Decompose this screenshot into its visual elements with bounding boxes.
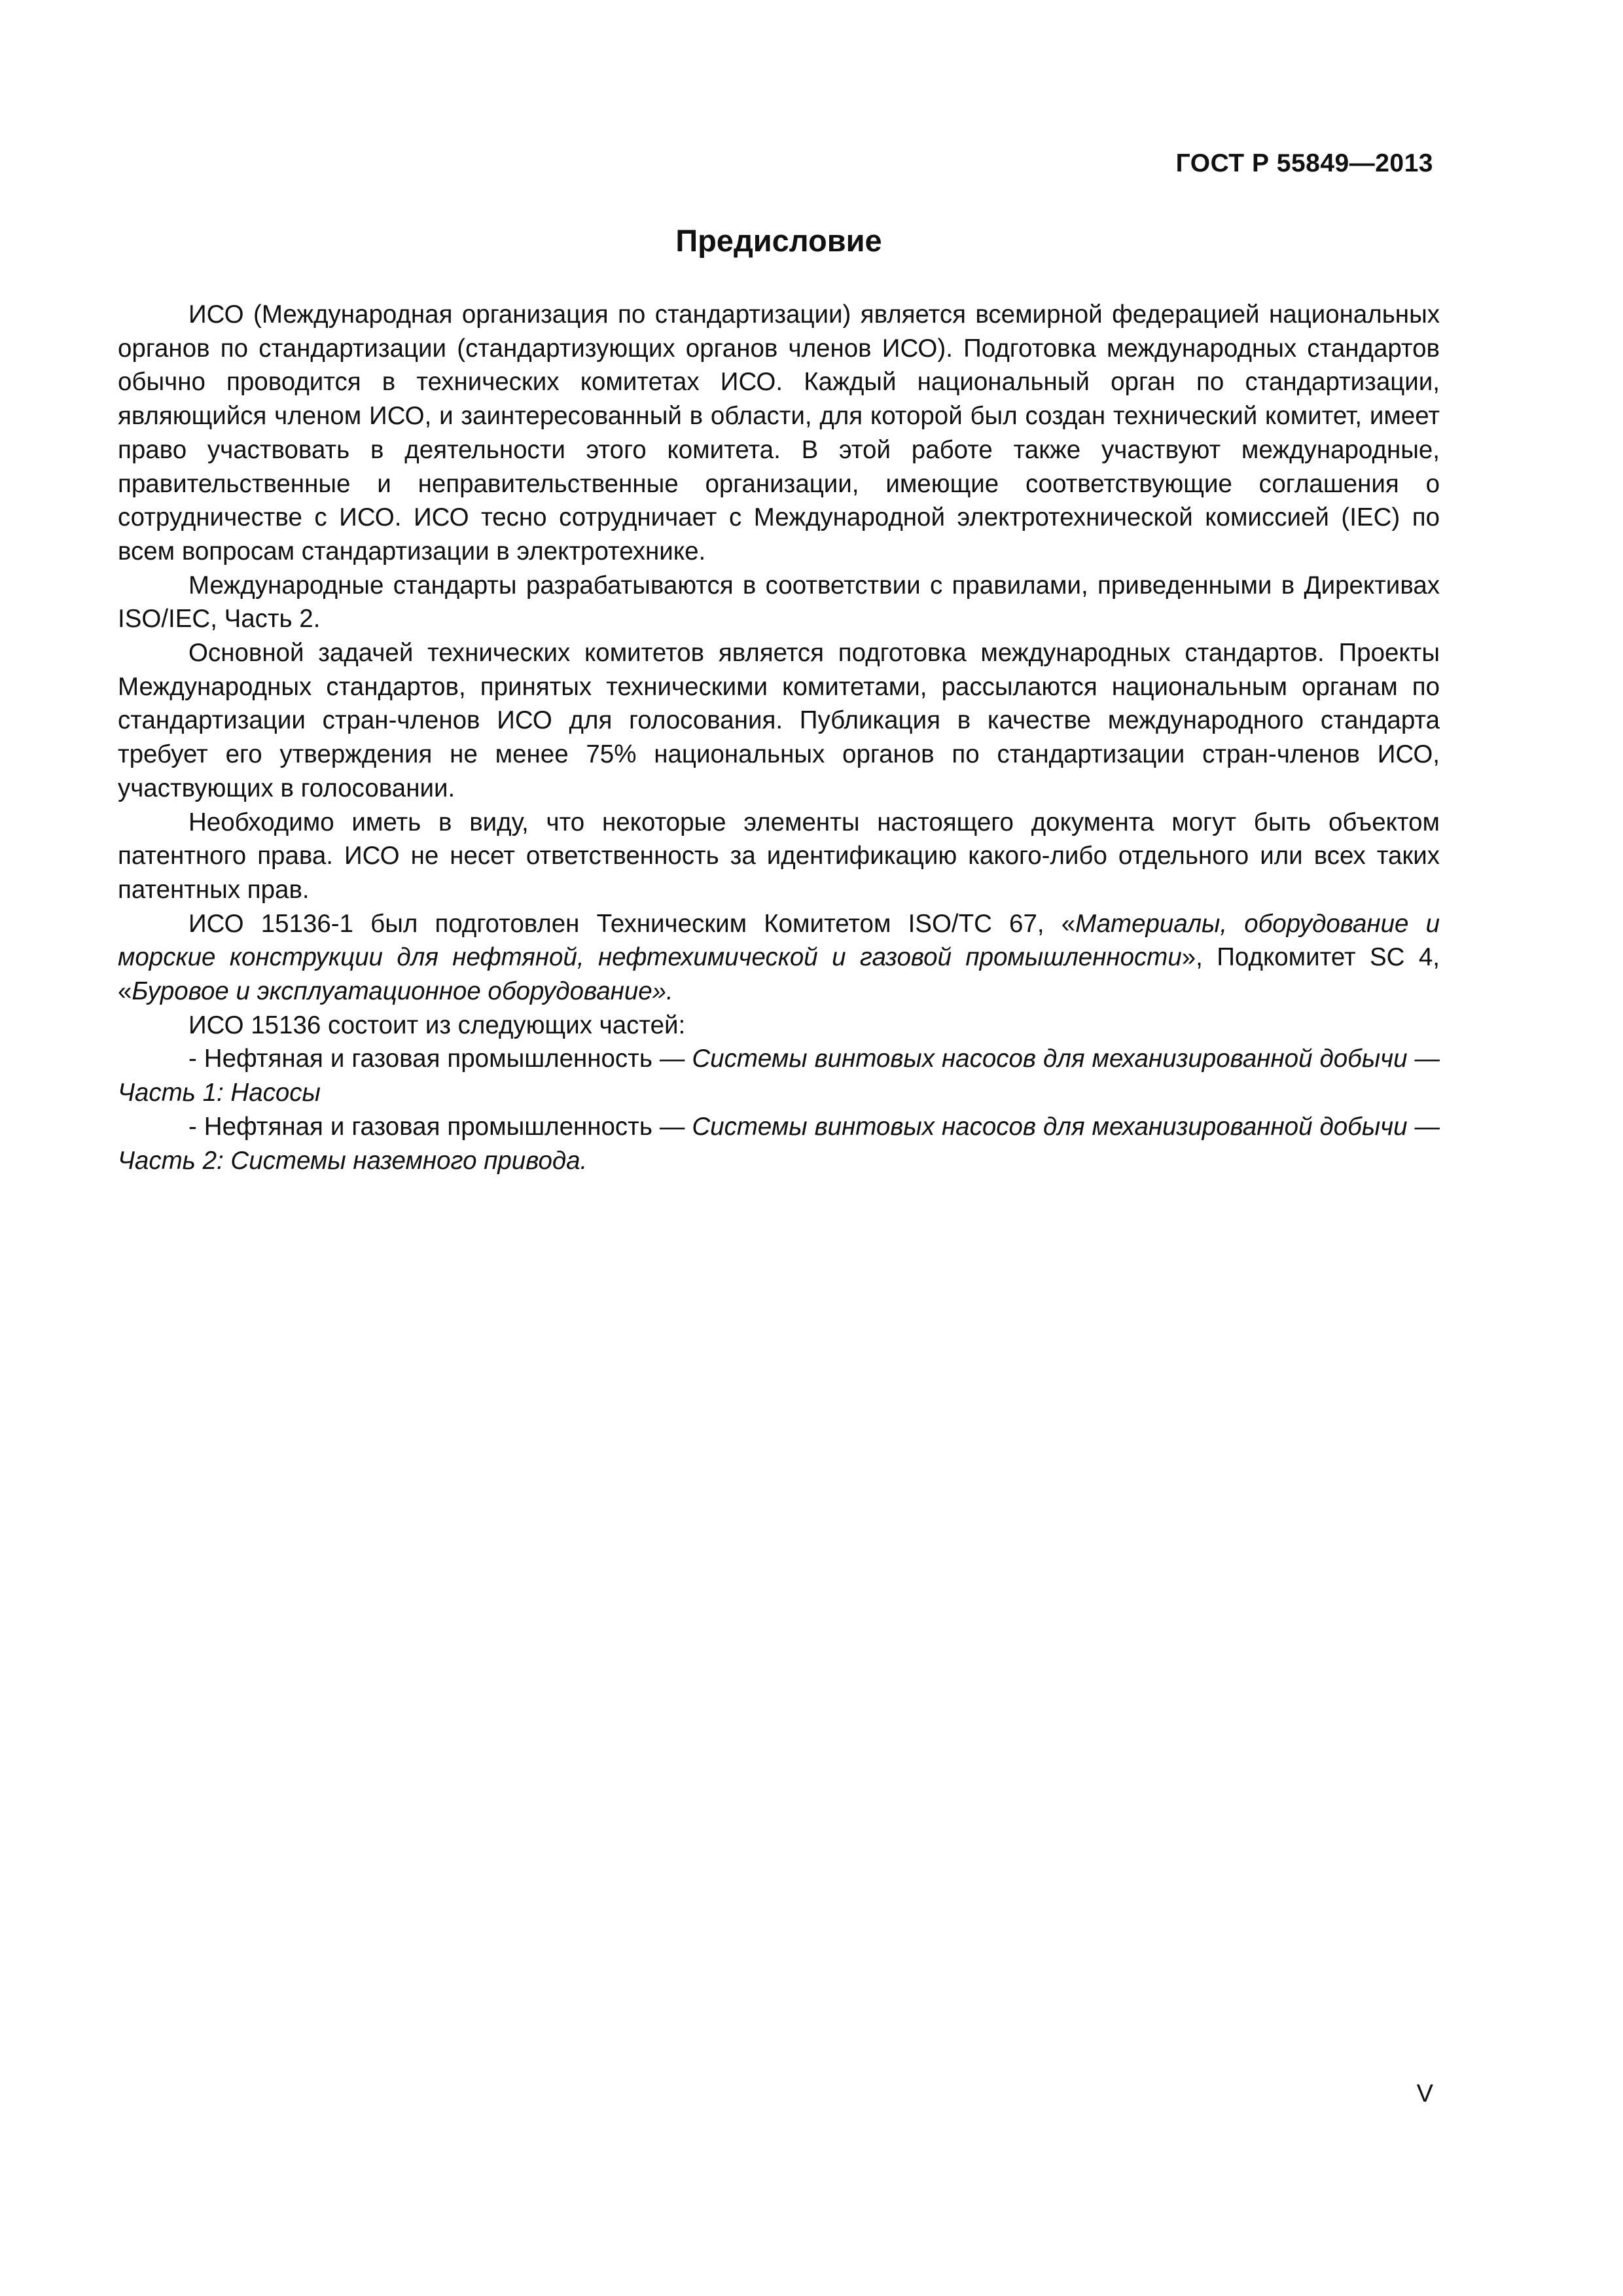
- preparation-text-start: ИСО 15136-1 был подготовлен Техническим Комитетом ISO/TC 67, «: [188, 909, 1076, 938]
- paragraph-parts-intro: ИСО 15136 состоит из следующих частей:: [188, 1011, 686, 1039]
- list-item-title: Системы винтовых насосов для механизированной добычи — Часть 1: Насосы: [118, 1045, 1440, 1107]
- subcommittee-title: Буровое и эксплуатационное оборудование».: [132, 977, 673, 1006]
- document-code: ГОСТ Р 55849—2013: [1175, 149, 1433, 177]
- paragraph-preparation: [118, 907, 1440, 1009]
- paragraph-patents: Необходимо иметь в виду, что некоторые элементы настоящего документа могут быть объектом патентного права. ИСО не несет ответственность за идентификацию какого-либо отдельного или всех таких патентных прав.: [118, 808, 1440, 904]
- list-item-prefix: - Нефтяная и газовая промышленность —: [188, 1112, 692, 1141]
- list-item-prefix: - Нефтяная и газовая промышленность —: [188, 1045, 692, 1073]
- list-item-title: Системы винтовых насосов для механизированной добычи — Часть 2: Системы наземного привода.: [118, 1112, 1440, 1175]
- page-number: V: [1416, 2080, 1433, 2108]
- paragraph-directives: Международные стандарты разрабатываются в соответствии с правилами, приведенными в Директивах ISO/IEC, Часть 2.: [118, 571, 1440, 634]
- list-item-part-1: [118, 1042, 1440, 1109]
- page-title: Предисловие: [675, 223, 882, 258]
- paragraph-iso-intro: ИСО (Международная организация по стандартизации) является всемирной федерацией национальных органов по стандартизации (стандартизующих органов членов ИСО). Подготовка международных стандартов обычно проводится в технических комитетах ИСО. Каждый национальный орган по стандартизации, являющийся членом ИСО, и заинтересованный в области, для которой был создан технический комитет, имеет право участвовать в деятельности этого комитета. В этой работе также участвуют международные, правительственные и неправительственные организации, имеющие соответствующие соглашения о сотрудничестве с ИСО. ИСО тесно сотрудничает с Международной электротехнической комиссией (IEC) по всем вопросам стандартизации в электротехнике.: [118, 300, 1440, 565]
- committee-title: Материалы, оборудование и морские конструкции для нефтяной, нефтехимической и газовой промышленности: [118, 909, 1440, 972]
- preparation-text-mid: », Подкомитет SC 4, «: [118, 943, 1440, 1006]
- list-item-part-2: [118, 1110, 1440, 1177]
- foreword-body: [118, 298, 1440, 1177]
- paragraph-committees: Основной задачей технических комитетов является подготовка международных стандартов. Проекты Международных стандартов, принятых техническими комитетами, рассылаются национальным органам по стандартизации стран-членов ИСО для голосования. Публикация в качестве международного стандарта требует его утверждения не менее 75% национальных органов по стандартизации стран-членов ИСО, участвующих в голосовании.: [118, 639, 1440, 802]
